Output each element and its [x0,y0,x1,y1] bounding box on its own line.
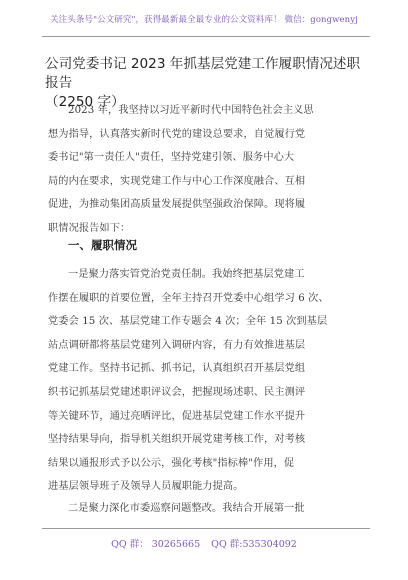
intro-line: 委书记"第一责任人"责任，坚持党建引领、服务中心大 [48,152,295,164]
section-heading: 一、履职情况 [68,238,137,252]
intro-line: 2023 年，我坚持以习近平新时代中国特色社会主义思 [68,105,314,116]
title-line-1: 公司党委书记 2023 年抓基层党建工作履职情况述职报告 [45,56,361,91]
para2-line: 二是聚力深化市委巡察问题整改。我结合开展第一批 [68,503,305,514]
footer-contact [0,536,408,550]
header-divider [42,36,370,37]
para1-line: 织书记抓基层党建述职评议会，把握现场述职、民主测评 [48,386,306,398]
duty-paragraph-2 [48,497,366,521]
para1-line: 作摆在履职的首要位置，全年主持召开党委中心组学习 6 次、 [48,292,329,304]
para1-line: 进基层领导班子及领导人员履职能力提高。 [48,481,244,493]
footer-qq-1: QQ 群： 30265665 [111,539,201,550]
title-line-2: （2250 字） [45,94,125,110]
para1-line: 党建工作。坚持书记抓、抓书记，认真组织召开基层党组 [48,363,306,375]
para1-line: 一是聚力落实管党治党责任制。我始终把基层党建工 [68,269,305,280]
para1-line: 坚持结果导向，指导机关组织开展党建考核工作，对考核 [48,434,306,446]
footer-divider [42,528,370,529]
intro-line: 局的内在要求，实现党建工作与中心工作深度融合、互相 [48,175,306,187]
para1-line: 党委会 15 次、基层党建工作专题会 4 次；全年 15 次到基层 [48,316,328,328]
header-banner: 关注头条号"公文研究"，获得最新最全最专业的公文资料库！ 微信：gongwenyj [50,15,358,25]
intro-paragraph [48,99,366,241]
duty-paragraph-1 [48,263,366,499]
para1-line: 等关键环节，通过亮晒评比，促进基层党建工作水平提升 [48,410,306,422]
para1-line: 结果以通报形式予以公示，强化考核"指标棒"作用，促 [48,457,295,469]
intro-line: 职情况报告如下： [48,222,131,234]
para1-line: 站点调研都将基层党建列入调研内容，有力有效推进基层 [48,339,306,351]
footer-qq-2: QQ 群:535304092 [211,539,297,550]
intro-line: 想为指导，认真落实新时代党的建设总要求，自觉履行党 [48,128,306,140]
intro-line: 促进，为推动集团高质量发展提供坚强政治保障。现将履 [48,199,306,211]
